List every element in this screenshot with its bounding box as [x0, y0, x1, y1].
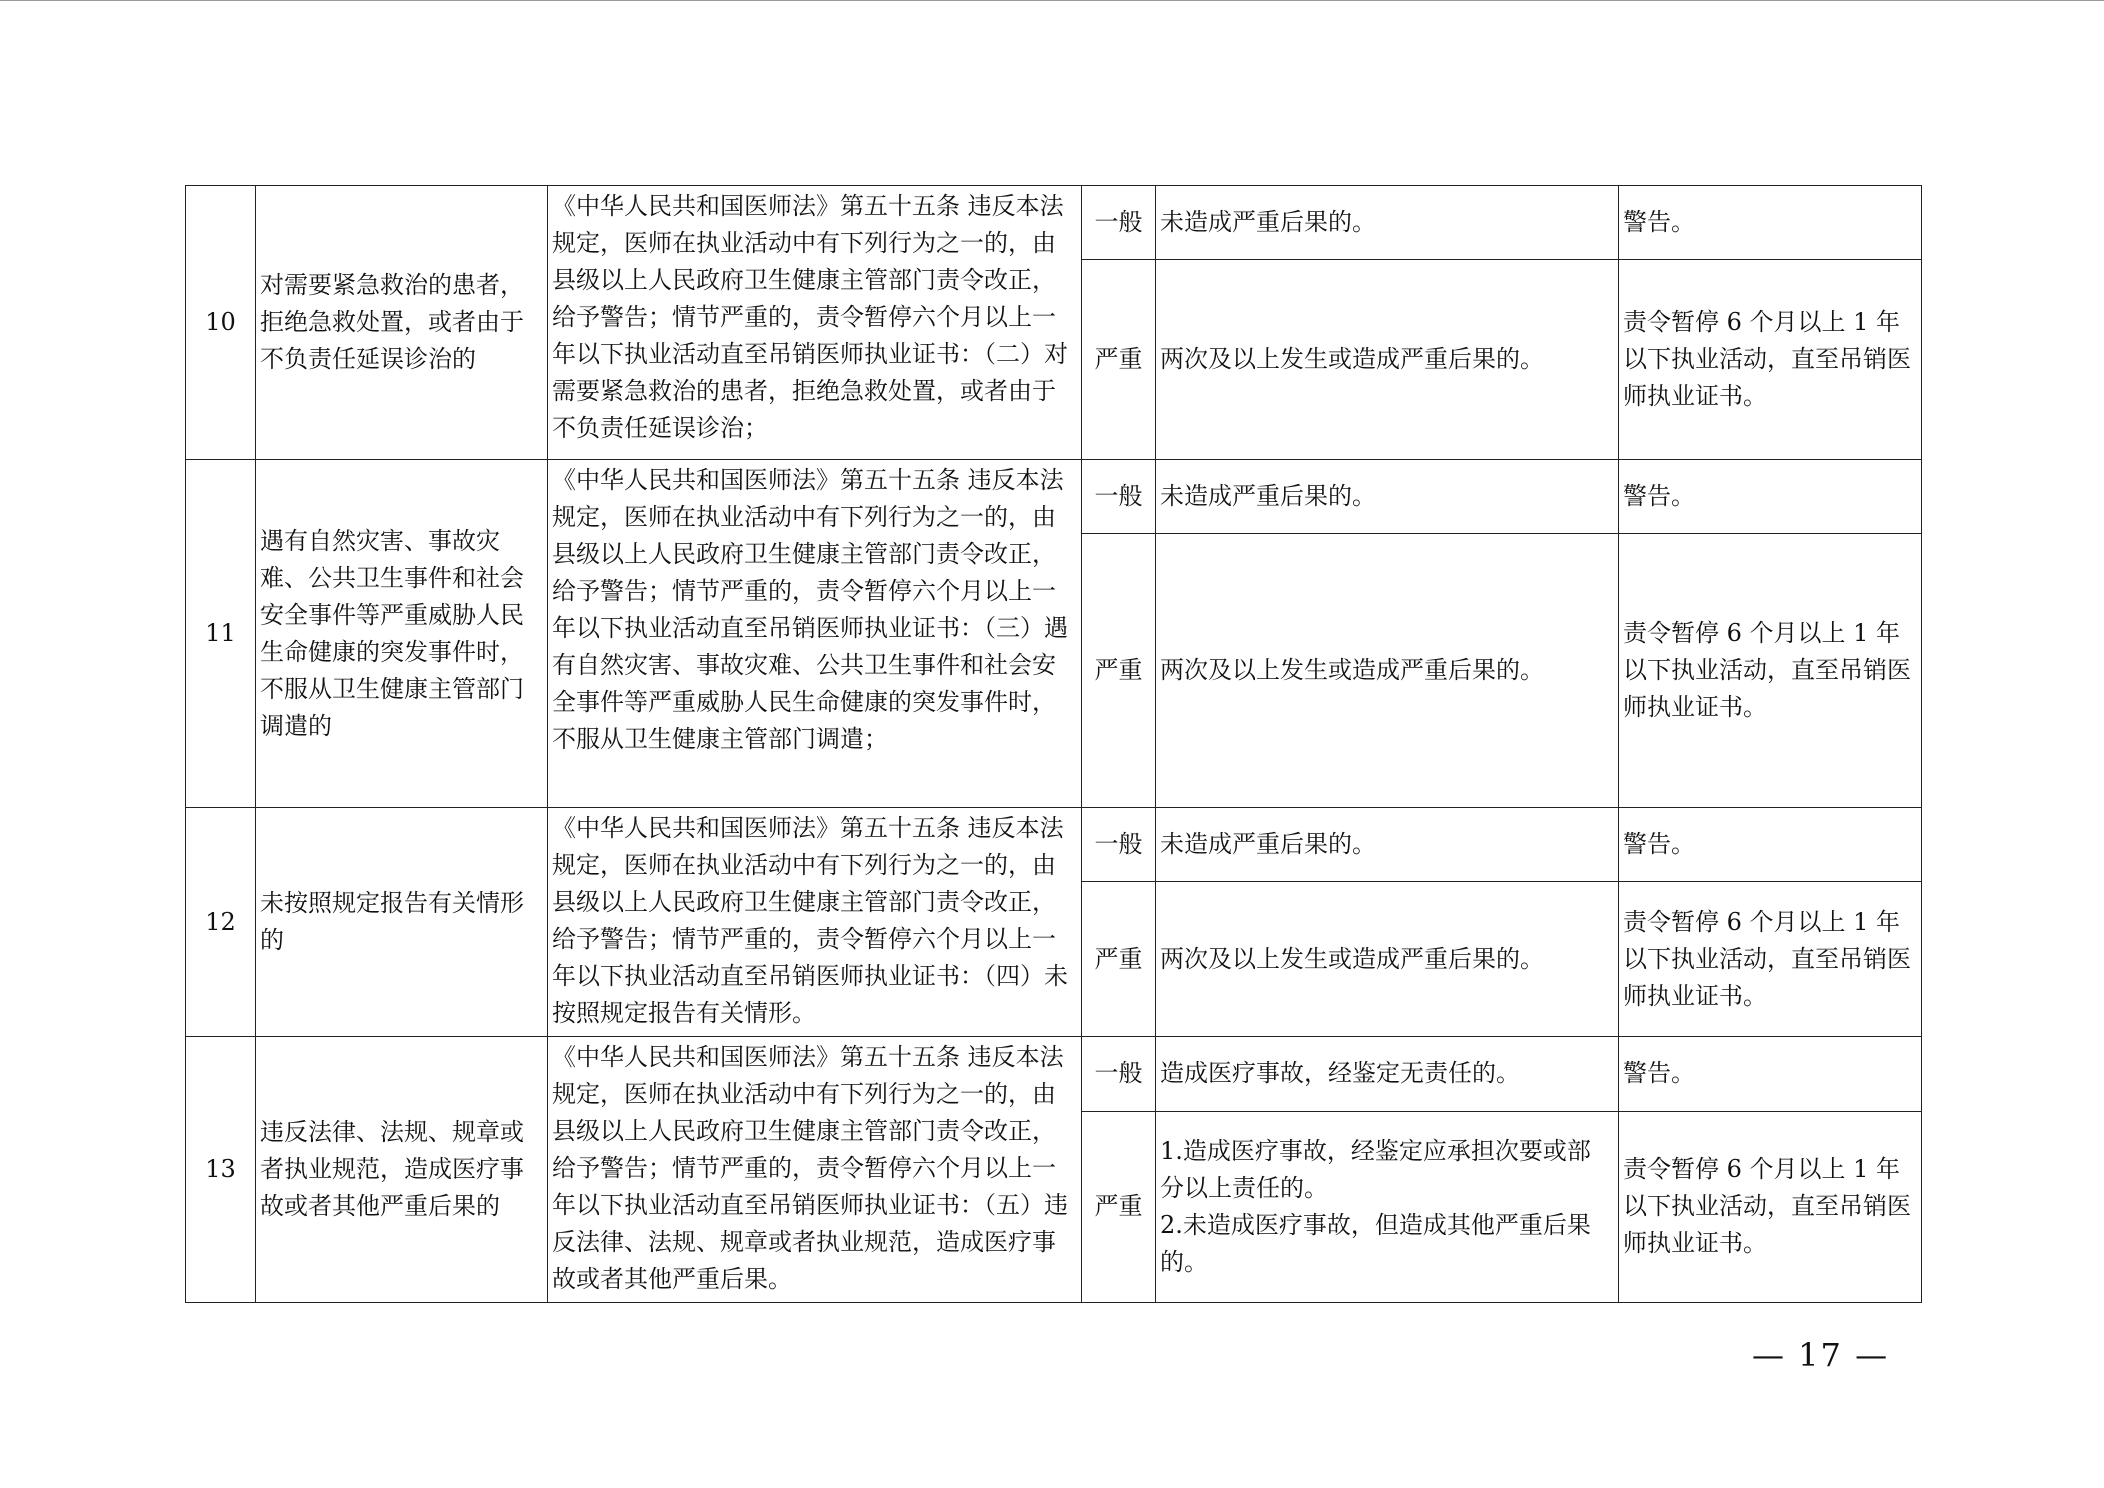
table-row	[186, 808, 1922, 882]
penalty: 责令暂停 6 个月以上 1 年以下执业活动，直至吊销医师执业证书。	[1619, 534, 1922, 808]
condition-line: 2.未造成医疗事故，但造成其他严重后果的。	[1160, 1210, 1591, 1276]
penalty: 警告。	[1619, 1037, 1922, 1112]
violation-item: 未按照规定报告有关情形的	[256, 808, 548, 1037]
condition	[1156, 1111, 1619, 1302]
violation-item: 违反法律、法规、规章或者执业规范，造成医疗事故或者其他严重后果的	[256, 1037, 548, 1303]
violation-item: 遇有自然灾害、事故灾难、公共卫生事件和社会安全事件等严重威胁人民生命健康的突发事件时，不服从卫生健康主管部门调遣的	[256, 460, 548, 808]
severity-level: 严重	[1082, 260, 1156, 460]
violation-item: 对需要紧急救治的患者，拒绝急救处置，或者由于不负责任延误诊治的	[256, 186, 548, 460]
row-number: 13	[186, 1037, 256, 1303]
condition-line: 1.造成医疗事故，经鉴定应承担次要或部分以上责任的。	[1160, 1136, 1591, 1202]
condition: 未造成严重后果的。	[1156, 186, 1619, 260]
table-row	[186, 186, 1922, 260]
penalty: 责令暂停 6 个月以上 1 年以下执业活动，直至吊销医师执业证书。	[1619, 260, 1922, 460]
penalty: 警告。	[1619, 186, 1922, 260]
severity-level: 严重	[1082, 882, 1156, 1037]
condition: 两次及以上发生或造成严重后果的。	[1156, 534, 1619, 808]
condition: 未造成严重后果的。	[1156, 460, 1619, 534]
severity-level: 一般	[1082, 1037, 1156, 1112]
legal-basis: 《中华人民共和国医师法》第五十五条 违反本法规定，医师在执业活动中有下列行为之一的，由县级以上人民政府卫生健康主管部门责令改正，给予警告；情节严重的，责令暂停六个月以上一年以下执业活动直至吊销医师执业证书：（五）违反法律、法规、规章或者执业规范，造成医疗事故或者其他严重后果。	[548, 1037, 1082, 1303]
severity-level: 严重	[1082, 534, 1156, 808]
table-row	[186, 460, 1922, 534]
page-number: — 17 —	[1752, 1336, 1890, 1374]
table-row	[186, 1037, 1922, 1112]
penalty-table	[185, 185, 1922, 1303]
penalty: 责令暂停 6 个月以上 1 年以下执业活动，直至吊销医师执业证书。	[1619, 882, 1922, 1037]
row-number: 11	[186, 460, 256, 808]
penalty: 责令暂停 6 个月以上 1 年以下执业活动，直至吊销医师执业证书。	[1619, 1111, 1922, 1302]
condition: 两次及以上发生或造成严重后果的。	[1156, 260, 1619, 460]
legal-basis: 《中华人民共和国医师法》第五十五条 违反本法规定，医师在执业活动中有下列行为之一的，由县级以上人民政府卫生健康主管部门责令改正，给予警告；情节严重的，责令暂停六个月以上一年以下执业活动直至吊销医师执业证书：（四）未按照规定报告有关情形。	[548, 808, 1082, 1037]
row-number: 12	[186, 808, 256, 1037]
row-number: 10	[186, 186, 256, 460]
condition: 造成医疗事故，经鉴定无责任的。	[1156, 1037, 1619, 1112]
penalty: 警告。	[1619, 808, 1922, 882]
condition: 未造成严重后果的。	[1156, 808, 1619, 882]
legal-basis: 《中华人民共和国医师法》第五十五条 违反本法规定，医师在执业活动中有下列行为之一的，由县级以上人民政府卫生健康主管部门责令改正，给予警告；情节严重的，责令暂停六个月以上一年以下执业活动直至吊销医师执业证书：（二）对需要紧急救治的患者，拒绝急救处置，或者由于不负责任延误诊治；	[548, 186, 1082, 460]
penalty: 警告。	[1619, 460, 1922, 534]
page-top-rule	[0, 0, 2104, 1]
severity-level: 一般	[1082, 186, 1156, 260]
severity-level: 严重	[1082, 1111, 1156, 1302]
condition: 两次及以上发生或造成严重后果的。	[1156, 882, 1619, 1037]
legal-basis: 《中华人民共和国医师法》第五十五条 违反本法规定，医师在执业活动中有下列行为之一的，由县级以上人民政府卫生健康主管部门责令改正，给予警告；情节严重的，责令暂停六个月以上一年以下执业活动直至吊销医师执业证书：（三）遇有自然灾害、事故灾难、公共卫生事件和社会安全事件等严重威胁人民生命健康的突发事件时，不服从卫生健康主管部门调遣；	[548, 460, 1082, 808]
severity-level: 一般	[1082, 808, 1156, 882]
severity-level: 一般	[1082, 460, 1156, 534]
